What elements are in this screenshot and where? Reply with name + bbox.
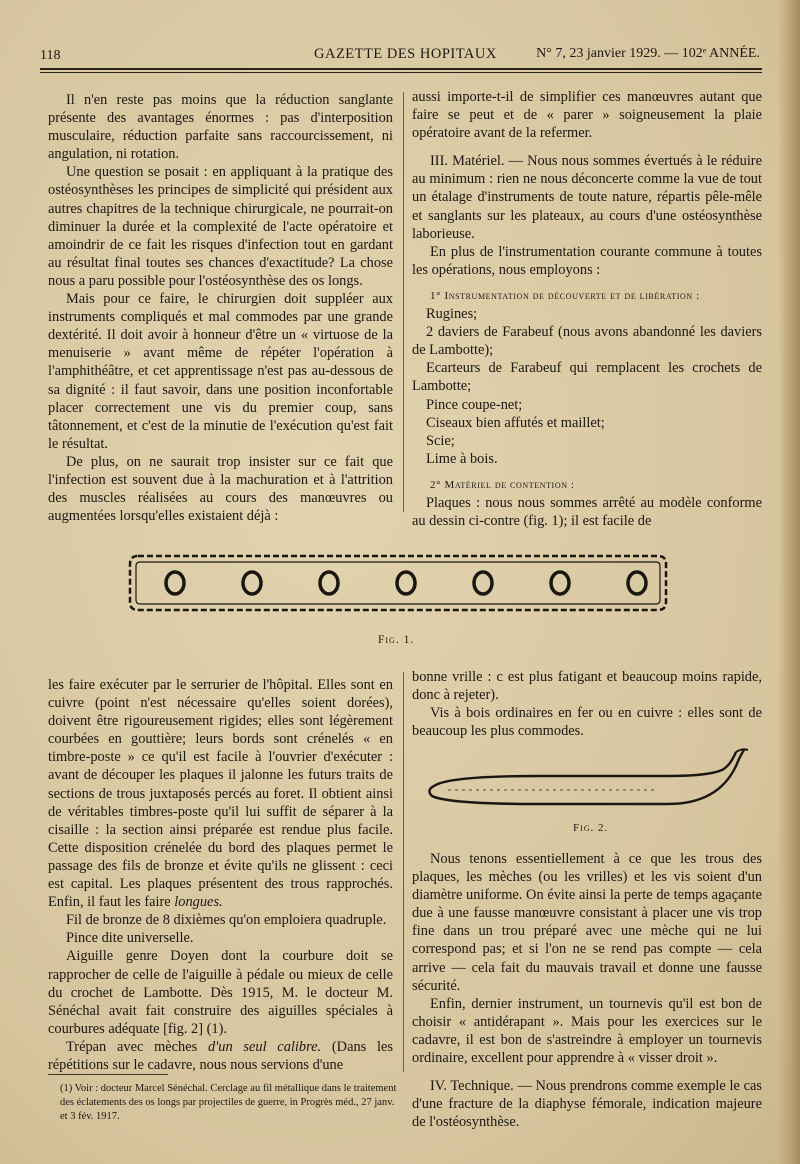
page-edge: [778, 0, 800, 1164]
figure-2-caption: Fig. 2.: [573, 822, 609, 834]
paragraph: Mais pour ce faire, le chirurgien doit suppléer aux instruments compliqués et mal commodes par une grande dextérité. Il doit avoir à honneur d'être un « virtuose de la menuiserie » avant même de répéter l'opération à l'amphithéâtre, et cet apprentissage n'est pas au-dessous de sa dignité : il faut savoir, dans une position inconfortable placer correctement une vis du premier coup, sans tâtonnement, et c'est de la minutie de l'exécution qu'est fait le résultat.: [48, 291, 393, 452]
paragraph-text: les faire exécuter par le serrurier de l'hôpital. Elles sont en cuivre (point n'est nécessaire qu'elles soient dorées), doivent être rigoureusement rigides; elles sont légèrement courbées en gouttière; leurs bords sont crénelés « en timbre-poste » ce qu'il est facile à l'ouvrier d'exécuter : avant de découper les plaques il jalonne les futurs traits de sections de trous juxtaposés percés au foret. Il obtient ainsi de véritables timbres-poste qu'il lui suffit de séparer à la cisaille : la section ainsi préparée est rendue plus facile. Cette disposition crénelée du bord des plaques permet le passage des fils de bronze et évite qu'ils ne glissent : ceci est capital. Les plaques présentent des trous rapprochés. Enfin, il faut les faire: [48, 677, 393, 911]
paragraph: Vis à bois ordinaires en fer ou en cuivre : elles sont de beaucoup les plus commodes.: [412, 705, 762, 740]
list-item: Ciseaux bien affutés et maillet;: [426, 414, 605, 431]
section-paragraph: IV. Technique. — Nous prendrons comme exemple le cas d'une fracture de la diaphyse fémorale, indication majeure de l'ostéosynthèse.: [412, 1078, 762, 1131]
paragraph: Enfin, dernier instrument, un tournevis qu'il est bon de choisir « antidérapant ». Mais pour les exercices sur le cadavre, il est bon de s'astreindre à employer un tournevis ordinaire, excellent pour apprendre à « visser droit ».: [412, 995, 762, 1067]
column-2: [412, 88, 762, 530]
paragraph: Fil de bronze de 8 dixièmes qu'on emploiera quadruple.: [66, 912, 387, 929]
subheading: 1° Instrumentation de découverte et de libération :: [430, 289, 700, 302]
paragraph: [48, 1038, 393, 1074]
footnote-rule: [48, 1074, 168, 1075]
column-3: [48, 676, 393, 1074]
paragraph: Plaques : nous nous sommes arrêté au modèle conforme au dessin ci-contre (fig. 1); il est facile de: [412, 494, 762, 530]
list-item: 2 daviers de Farabeuf (nous avons abandonné les daviers de Lambotte);: [412, 324, 762, 359]
paragraph: Il n'en reste pas moins que la réduction sanglante présente des avantages énormes : pas d'interposition musculaire, réduction parfaite sans raccourcissement, ni angulation, ni rotation.: [48, 92, 393, 163]
issue-info: N° 7, 23 janvier 1929. — 102ᵉ ANNÉE.: [536, 46, 760, 61]
journal-title: GAZETTE DES HOPITAUX: [314, 46, 497, 62]
emphasis: d'un seul calibre.: [207, 1038, 322, 1055]
list-item: Ecarteurs de Farabeuf qui remplacent les crochets de Lambotte;: [412, 360, 762, 395]
header-rule-thin: [40, 72, 762, 73]
paragraph: En plus de l'instrumentation courante commune à toutes les opérations, nous employons :: [412, 243, 762, 278]
footnote: (1) Voir : docteur Marcel Sénéchal. Cerclage au fil métallique dans le traitement des éclatements des os longs par projectiles de guerre, in Progrès méd., 27 janv. et 3 fév. 1917.: [60, 1083, 397, 1122]
header-rule: [40, 68, 762, 70]
list-item: Rugines;: [426, 306, 478, 323]
paragraph: Nous tenons essentiellement à ce que les trous des plaques, les mèches (ou les vrilles) et les vis soient d'un diamètre uniforme. On évite ainsi la perte de temps agaçante due à une fausse manœuvre consistant à placer une vis trop fine dans un trou préparé avec une mèche qui ne lui correspond pas; et si l'on ne se rend pas compte — cela arrive — cela fait du mauvais travail et donne une fausse sécurité.: [412, 851, 762, 994]
figure-1-caption: Fig. 1.: [378, 634, 415, 646]
paragraph: Une question se posait : en appliquant à la pratique des ostéosynthèses les principes de simplicité qui président aux autres chapitres de la technique chirurgicale, ne pourrait-on diminuer la durée et la complexité de l'acte opératoire et amoindrir de ce fait les risques d'infection tout en gardant au résultat final toutes ses chances d'exactitude? La chose nous a paru possible pour l'ostéosynthèse des os longs.: [48, 164, 393, 289]
column-divider: [403, 92, 404, 512]
figure-1-plate: [124, 548, 672, 618]
paragraph-text: (Dans les répétitions sur le cadavre, nous nous servions d'une: [48, 1038, 393, 1073]
column-4-continued: [412, 850, 762, 1131]
figure-2-needle: [418, 746, 748, 822]
list-item: Scie;: [426, 432, 455, 449]
paragraph: aussi importe-t-il de simplifier ces manœuvres autant que faire se peut et de « parer » soigneusement la plaie opératoire avant de la refermer.: [412, 89, 762, 142]
list-item: Lime à bois.: [426, 450, 498, 467]
emphasis: longues.: [174, 894, 223, 911]
list-item: Pince coupe-net;: [426, 396, 523, 413]
subheading: 2° Matériel de contention :: [430, 478, 575, 491]
paragraph: [48, 676, 393, 911]
paragraph: bonne vrille : c est plus fatigant et beaucoup moins rapide, donc à rejeter).: [412, 669, 762, 704]
column-divider: [403, 672, 404, 1072]
paragraph: Pince dite universelle.: [66, 930, 194, 947]
paragraph: Aiguille genre Doyen dont la courbure doit se rapprocher de celle de l'aiguille à pédale ou mieux de celle du crochet de Lambotte. Dès 1915, M. le docteur M. Sénéchal avait fait construire des aiguilles spéciales à courbures adéquate [fig. 2] (1).: [48, 948, 393, 1037]
paragraph-text: Trépan avec mèches: [66, 1038, 198, 1055]
paragraph: De plus, on ne saurait trop insister sur ce fait que l'infection est souvent due à la machuration et à l'attrition des muscles réalisées au cours des manœuvres ou augmentées lorsqu'elles existaient déjà :: [48, 453, 393, 525]
section-paragraph: III. Matériel. — Nous nous sommes évertués à le réduire au minimum : rien ne nous déconcerte comme la vue de tout un étalage d'instruments de toute nature, répartis pêle-mêle et sanglants sur les plateaux, au cours d'une ostéosynthèse laborieuse.: [412, 153, 762, 242]
column-4: [412, 668, 762, 740]
page-number: 118: [40, 48, 61, 63]
running-header: [40, 44, 760, 66]
column-1: [48, 91, 393, 525]
